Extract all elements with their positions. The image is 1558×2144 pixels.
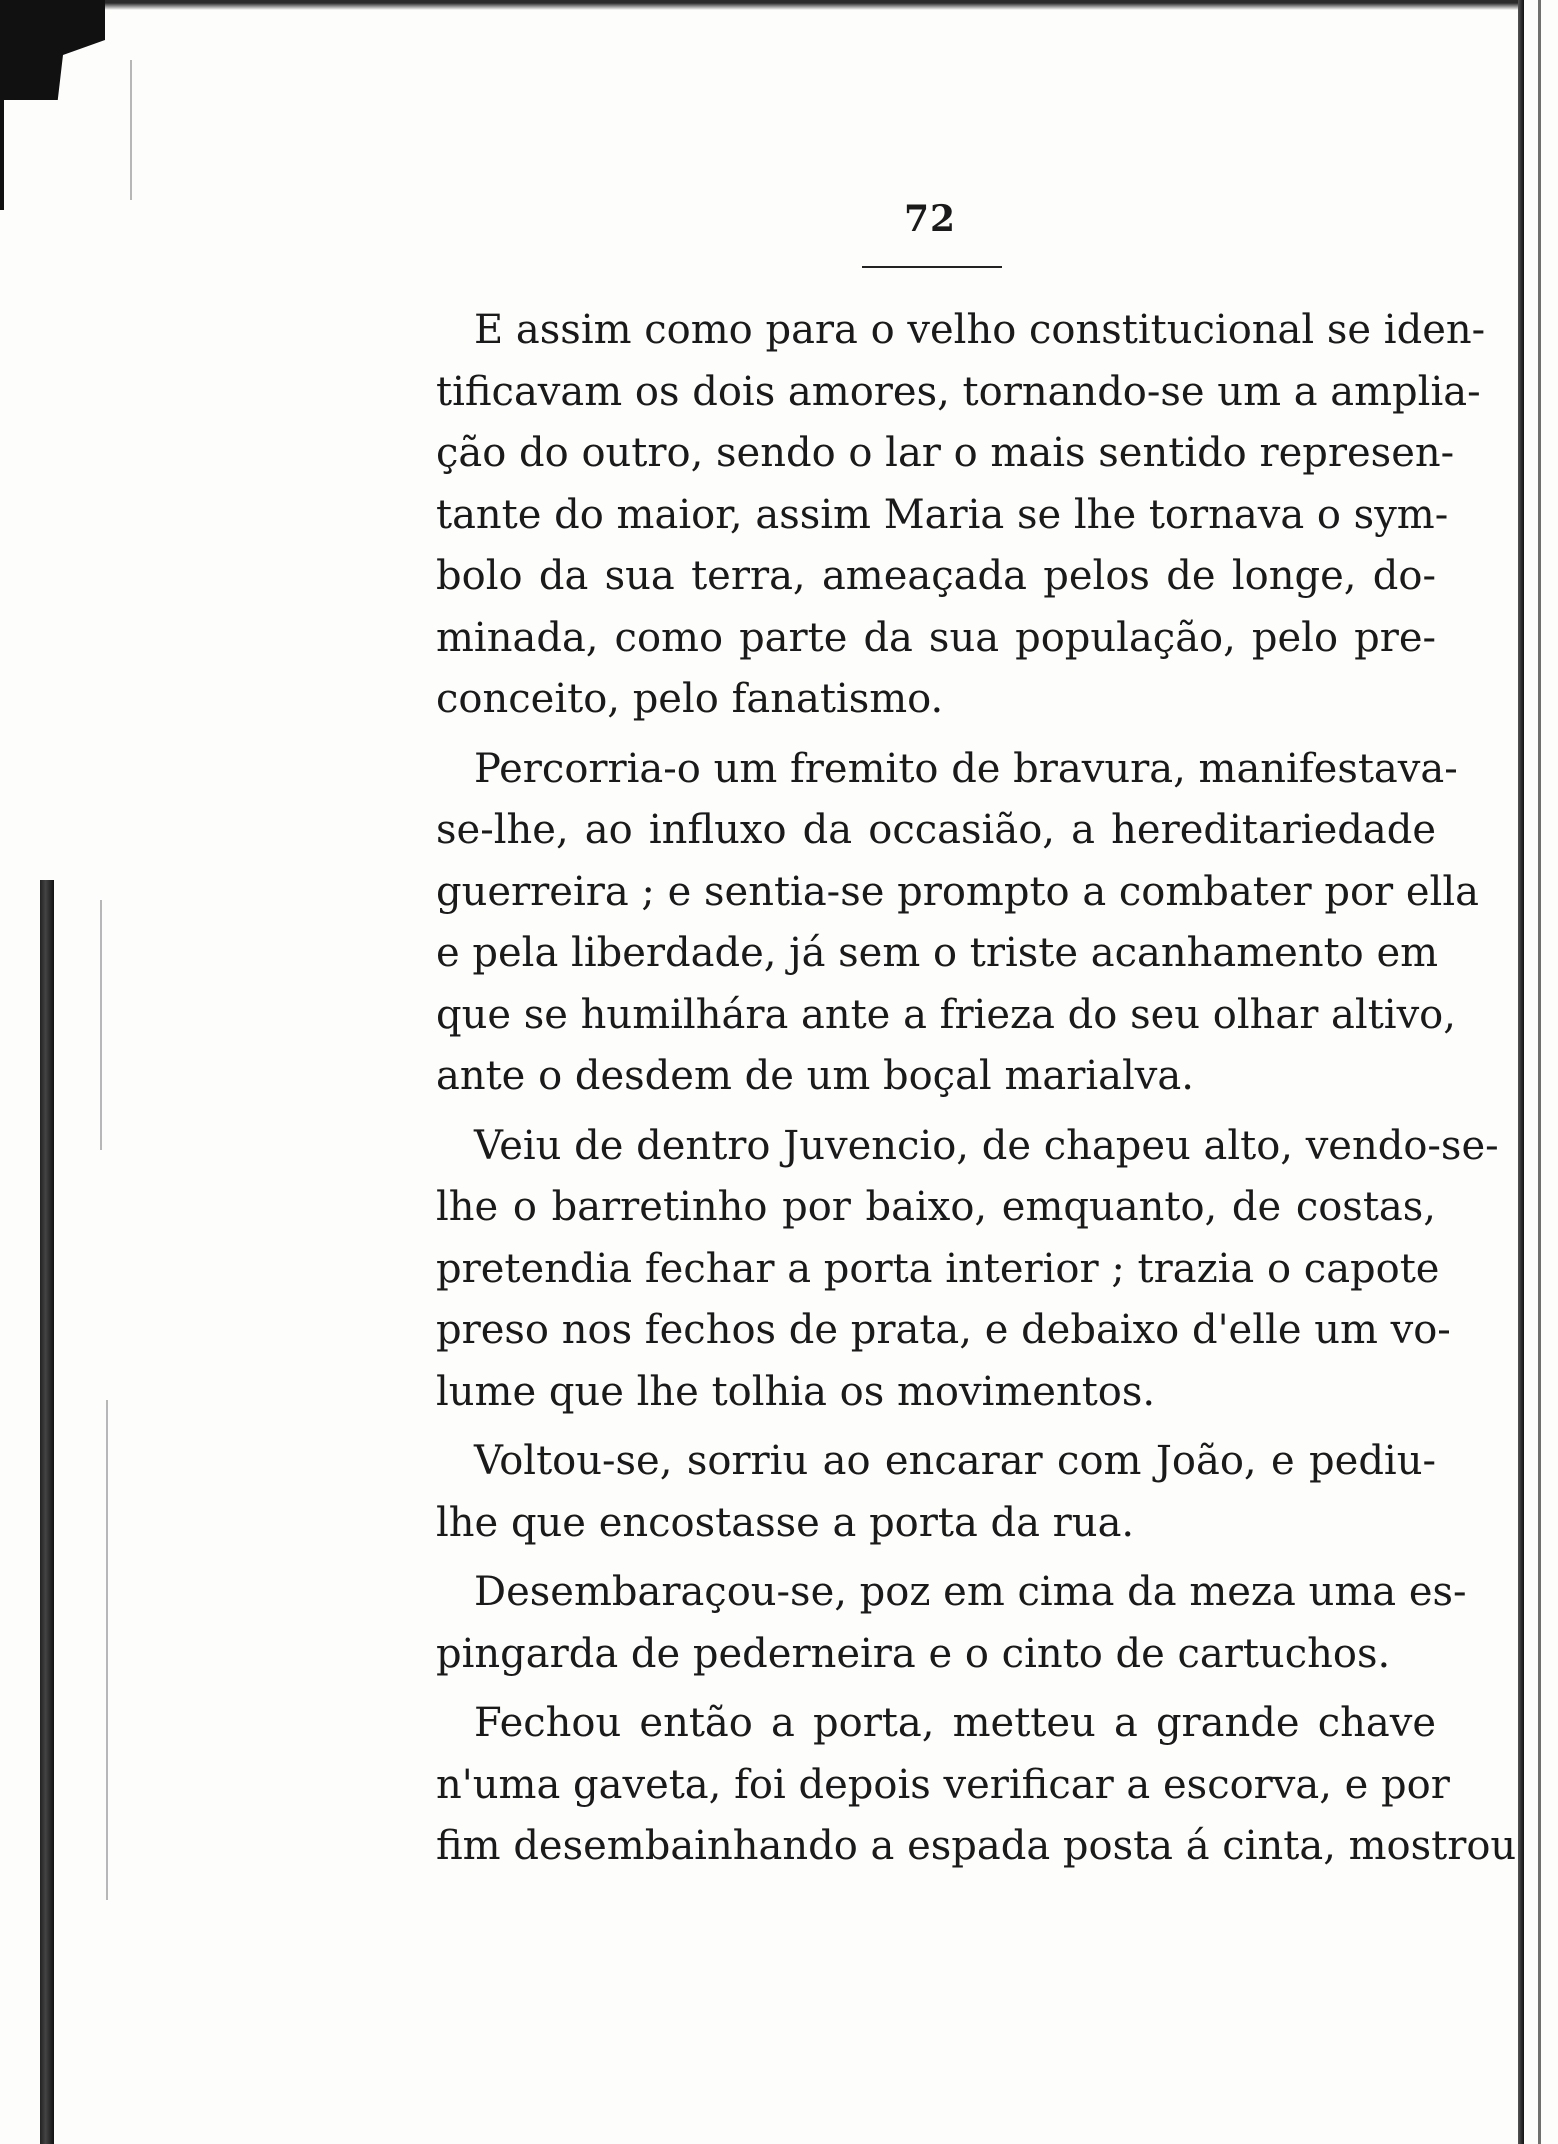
scan-artifact-line	[100, 900, 102, 1150]
text-line: pretendia fechar a porta interior ; trazia o capote	[436, 1245, 1440, 1292]
text-line: minada, como parte da sua população, pelo pre-	[436, 614, 1436, 661]
page-number: 72	[903, 198, 957, 240]
text-line: lhe que encostasse a porta da rua.	[436, 1499, 1135, 1546]
text-line: que se humilhára ante a frieza do seu olhar altivo,	[436, 991, 1456, 1038]
text-line: lhe o barretinho por baixo, emquanto, de costas,	[436, 1184, 1436, 1230]
text-line: conceito, pelo fanatismo.	[436, 676, 944, 722]
text-line: Veiu de dentro Juvencio, de chapeu alto, vendo-se-	[474, 1122, 1499, 1169]
text-line: guerreira ; e sentia-se prompto a combater por ella	[436, 868, 1479, 915]
paragraph	[436, 1431, 1436, 1554]
scan-artifact-line	[106, 1400, 108, 1900]
scan-edge-left-binding	[40, 880, 54, 2144]
text-line: E assim como para o velho constitucional se iden-	[474, 307, 1486, 353]
text-line: Fechou então a porta, metteu a grande chave	[474, 1700, 1436, 1746]
text-line: se-lhe, ao influxo da occasião, a hereditariedade	[436, 807, 1436, 853]
text-line: n'uma gaveta, foi depois verificar a escorva, e por	[436, 1761, 1450, 1808]
paragraph	[436, 1562, 1467, 1685]
text-line: ante o desdem de um boçal marialva.	[436, 1053, 1194, 1099]
scan-edge-left-thin	[0, 90, 4, 210]
text-line: tificavam os dois amores, tornando-se um a amplia-	[436, 368, 1481, 415]
header-rule	[862, 266, 1002, 268]
scan-edge-top	[100, 0, 1520, 12]
text-line: tante do maior, assim Maria se lhe tornava o sym-	[436, 491, 1449, 538]
paragraph	[436, 1693, 1517, 1878]
scan-edge-right	[1518, 0, 1524, 2144]
paragraph	[436, 1116, 1499, 1424]
paragraph	[436, 739, 1479, 1108]
text-line: fim desembainhando a espada posta á cinta, mostrou	[436, 1823, 1517, 1869]
scan-edge-left-corner	[0, 0, 105, 100]
body-text	[436, 300, 1517, 1886]
text-line: e pela liberdade, já sem o triste acanhamento em	[436, 930, 1439, 976]
text-line: Percorria-o um fremito de bravura, manifestava-	[474, 745, 1458, 792]
text-line: ção do outro, sendo o lar o mais sentido represen-	[436, 430, 1455, 476]
text-line: Voltou-se, sorriu ao encarar com João, e pediu-	[474, 1438, 1436, 1484]
text-line: bolo da sua terra, ameaçada pelos de longe, do-	[436, 553, 1436, 599]
scan-artifact-line	[130, 60, 132, 200]
paragraph	[436, 300, 1486, 731]
text-line: pingarda de pederneira e o cinto de cartuchos.	[436, 1630, 1391, 1677]
text-line: Desembaraçou-se, poz em cima da meza uma es-	[474, 1569, 1467, 1615]
text-line: lume que lhe tolhia os movimentos.	[436, 1368, 1156, 1415]
text-line: preso nos fechos de prata, e debaixo d'elle um vo-	[436, 1307, 1451, 1353]
scan-edge-right-thin	[1538, 0, 1541, 2144]
